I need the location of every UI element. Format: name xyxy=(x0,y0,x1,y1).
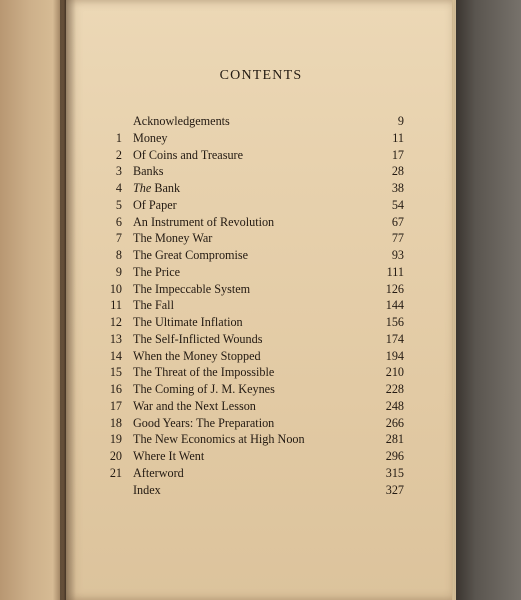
chapter-title: The Self-Inflicted Wounds xyxy=(133,331,263,346)
page-number: 266 xyxy=(385,415,404,430)
chapter-number: 6 xyxy=(115,214,122,229)
chapter-title: An Instrument of Revolution xyxy=(133,214,275,229)
chapter-title: The Threat of the Impossible xyxy=(133,365,275,380)
toc-entry xyxy=(108,214,404,231)
toc-entry xyxy=(108,331,404,348)
chapter-number: 8 xyxy=(115,248,122,262)
chapter-title: War and the Next Lesson xyxy=(133,398,256,413)
chapter-number: 13 xyxy=(109,331,122,346)
toc-entry xyxy=(108,314,404,331)
toc-entry xyxy=(108,448,404,465)
page-number: 111 xyxy=(386,264,404,279)
chapter-number: 7 xyxy=(115,231,122,246)
table-of-contents xyxy=(108,113,404,498)
toc-entry-acknowledgements xyxy=(108,113,404,130)
chapter-number: 15 xyxy=(109,365,122,380)
toc-entry xyxy=(108,180,404,197)
chapter-number: 3 xyxy=(115,164,122,179)
chapter-title: The Great Compromise xyxy=(133,248,249,262)
toc-entry xyxy=(108,381,404,398)
toc-entry xyxy=(108,247,404,264)
toc-entry xyxy=(108,264,404,281)
chapter-number: 20 xyxy=(109,449,122,463)
chapter-title: Index xyxy=(133,482,161,497)
chapter-number: 14 xyxy=(109,348,122,363)
chapter-title: Of Coins and Treasure xyxy=(133,147,244,162)
left-page-edge xyxy=(0,0,66,600)
chapter-title: The Coming of J. M. Keynes xyxy=(133,382,275,396)
chapter-number: 9 xyxy=(115,264,122,279)
chapter-number: 4 xyxy=(115,181,122,195)
toc-entry xyxy=(108,197,404,214)
chapter-number: 2 xyxy=(115,147,122,162)
toc-entry xyxy=(108,281,404,298)
toc-entry xyxy=(108,398,404,415)
chapter-title: Banks xyxy=(133,164,164,179)
chapter-title: The Ultimate Inflation xyxy=(133,315,243,329)
page-number: 315 xyxy=(385,465,404,480)
page-number: 228 xyxy=(385,382,404,396)
page-number: 144 xyxy=(385,298,404,313)
chapter-title: Where It Went xyxy=(133,449,205,463)
chapter-title: The Money War xyxy=(133,231,213,246)
page-number: 174 xyxy=(385,331,404,346)
page-number: 11 xyxy=(392,130,404,145)
toc-entry xyxy=(108,163,404,180)
chapter-title: Afterword xyxy=(133,465,184,480)
chapter-number: 12 xyxy=(109,315,122,329)
toc-entry-index xyxy=(108,482,404,499)
chapter-number: 21 xyxy=(109,465,122,480)
toc-entry xyxy=(108,147,404,164)
chapter-title: Of Paper xyxy=(133,197,177,212)
chapter-title: The Fall xyxy=(133,298,174,313)
chapter-title: Money xyxy=(133,130,168,145)
toc-entry xyxy=(108,230,404,247)
page-number: 67 xyxy=(391,214,404,229)
toc-entry xyxy=(108,465,404,482)
chapter-number: 1 xyxy=(115,130,122,145)
page-number: 248 xyxy=(385,398,404,413)
page-number: 327 xyxy=(385,482,404,497)
page-number: 17 xyxy=(391,147,404,162)
page-number: 296 xyxy=(385,449,404,463)
toc-entry xyxy=(108,297,404,314)
chapter-title: Good Years: The Preparation xyxy=(133,415,275,430)
chapter-title: When the Money Stopped xyxy=(133,348,261,363)
chapter-title: Acknowledgements xyxy=(133,114,230,128)
page-number: 210 xyxy=(385,365,404,380)
page-number: 281 xyxy=(385,432,404,447)
chapter-title xyxy=(133,180,180,196)
toc-entry xyxy=(108,431,404,448)
page-number: 156 xyxy=(385,315,404,329)
chapter-title: The Impeccable System xyxy=(133,281,251,296)
toc-entry xyxy=(108,364,404,381)
chapter-number: 19 xyxy=(109,432,122,447)
chapter-title: The New Economics at High Noon xyxy=(133,432,305,447)
chapter-title: The Price xyxy=(133,264,181,279)
chapter-title-italic: The xyxy=(133,181,152,195)
chapter-number: 10 xyxy=(109,281,122,296)
page-number: 9 xyxy=(397,114,404,128)
chapter-number: 18 xyxy=(109,415,122,430)
book-gutter-shadow xyxy=(60,0,76,600)
page-number: 93 xyxy=(391,248,404,262)
page-number: 38 xyxy=(391,181,404,195)
page-number: 194 xyxy=(385,348,404,363)
page-number: 54 xyxy=(391,197,404,212)
page-number: 77 xyxy=(391,231,404,246)
background-surface xyxy=(456,0,521,600)
chapter-number: 16 xyxy=(109,382,122,396)
toc-entry xyxy=(108,415,404,432)
page-number: 28 xyxy=(391,164,404,179)
chapter-number: 5 xyxy=(115,197,122,212)
chapter-number: 17 xyxy=(109,398,122,413)
toc-entry xyxy=(108,130,404,147)
toc-entry xyxy=(108,348,404,365)
chapter-title-rest: Bank xyxy=(151,181,181,195)
chapter-number: 11 xyxy=(110,298,122,313)
contents-heading: CONTENTS xyxy=(219,68,303,83)
page-number: 126 xyxy=(385,281,404,296)
